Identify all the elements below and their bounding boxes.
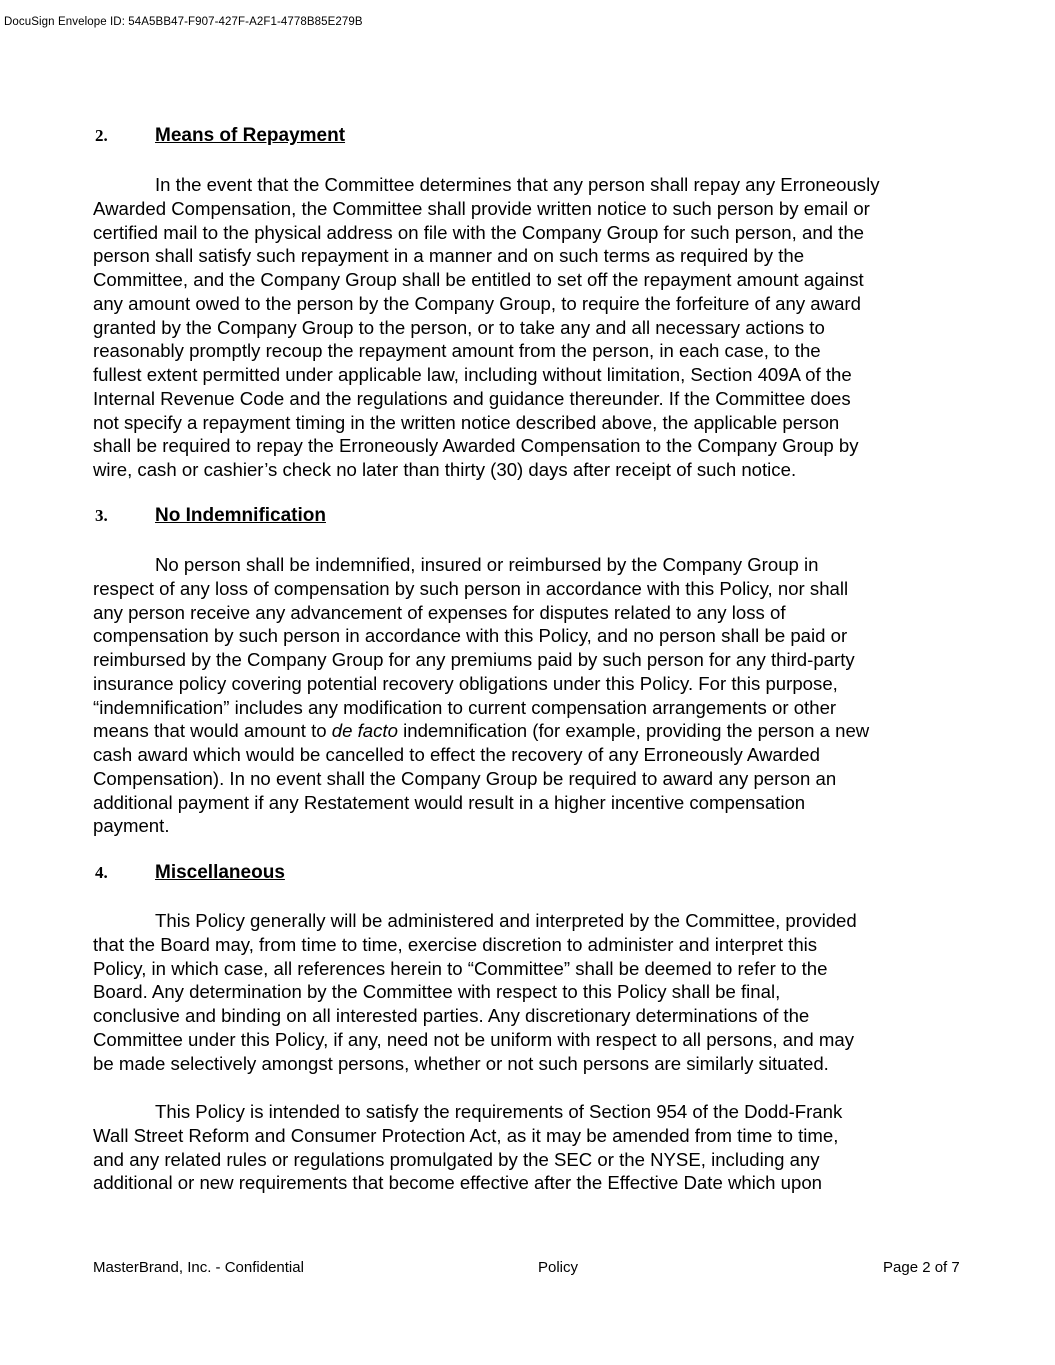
text-line: This Policy is intended to satisfy the requirements of Section 954 of the Dodd-Frank (155, 1101, 843, 1122)
text-line: cash award which would be cancelled to effect the recovery of any Erroneously Awarded (93, 744, 820, 765)
text-line: Awarded Compensation, the Committee shall provide written notice to such person by email or (93, 197, 870, 219)
paragraph (93, 1100, 973, 1195)
text-line: be made selectively amongst persons, whether or not such persons are similarly situated. (93, 1052, 829, 1074)
text-line: Committee under this Policy, if any, need not be uniform with respect to all persons, and may (93, 1028, 854, 1050)
footer-page-number: Page 2 of 7 (883, 1259, 960, 1276)
text-line: granted by the Company Group to the person, or to take any and all necessary actions to (93, 316, 825, 338)
text-line: reimbursed by the Company Group for any premiums paid by such person for any third-party (93, 649, 855, 670)
text-line: insurance policy covering potential recovery obligations under this Policy. For this purpose, (93, 672, 838, 694)
text-line: Policy, in which case, all references herein to “Committee” shall be deemed to refer to the (93, 957, 828, 979)
text-line: additional payment if any Restatement would result in a higher incentive compensation (93, 791, 806, 813)
text-line: Internal Revenue Code and the regulations and guidance thereunder. If the Committee does (93, 387, 851, 409)
text-line: Wall Street Reform and Consumer Protection Act, as it may be amended from time to time, (93, 1124, 839, 1146)
text-line: “indemnification” includes any modification to current compensation arrangements or other (93, 696, 837, 718)
section-number: 2. (95, 126, 108, 145)
text-line: No person shall be indemnified, insured or reimbursed by the Company Group in (155, 554, 819, 575)
text-line: any amount owed to the person by the Company Group, to require the forfeiture of any award (93, 292, 861, 314)
text-line: Committee, and the Company Group shall be entitled to set off the repayment amount against (93, 269, 864, 290)
text-line: Board. Any determination by the Committee with respect to this Policy shall be final, (93, 981, 781, 1003)
footer-center: Policy (538, 1259, 579, 1276)
text-line (93, 719, 973, 743)
text-line: additional or new requirements that become effective after the Effective Date which upon (93, 1172, 823, 1194)
envelope-id: DocuSign Envelope ID: 54A5BB47-F907-427F-A2F1-4778B85E279B (4, 16, 363, 28)
section-number: 3. (95, 506, 108, 525)
text-line: payment. (93, 815, 170, 837)
paragraph (93, 909, 973, 1075)
paragraph (93, 173, 973, 482)
section-title: Means of Repayment (155, 125, 346, 146)
text-line: This Policy generally will be administered and interpreted by the Committee, provided (155, 910, 857, 931)
text-line: wire, cash or cashier’s check no later than thirty (30) days after receipt of such notice. (93, 459, 797, 480)
text-line: that the Board may, from time to time, exercise discretion to administer and interpret this (93, 933, 818, 955)
text-line: fullest extent permitted under applicable law, including without limitation, Section 409A of the (93, 364, 852, 385)
paragraph (93, 553, 973, 838)
text-line: respect of any loss of compensation by such person in accordance with this Policy, nor shall (93, 577, 849, 599)
footer-left: MasterBrand, Inc. - Confidential (93, 1259, 304, 1276)
text-line: reasonably promptly recoup the repayment amount from the person, in each case, to the (93, 340, 821, 362)
text-line: compensation by such person in accordance with this Policy, and no person shall be paid or (93, 625, 848, 647)
section-title: Miscellaneous (155, 862, 285, 883)
section-title: No Indemnification (155, 505, 326, 526)
text-line: conclusive and binding on all interested parties. Any discretionary determinations of the (93, 1005, 810, 1026)
text-line: person shall satisfy such repayment in a manner and on such terms as required by the (93, 245, 805, 267)
text-line: and any related rules or regulations promulgated by the SEC or the NYSE, including any (93, 1148, 820, 1170)
text-line: Compensation). In no event shall the Company Group be required to award any person an (93, 767, 837, 789)
text-line: any person receive any advancement of expenses for disputes related to any loss of (93, 601, 786, 623)
section-number: 4. (95, 863, 108, 882)
text-line: not specify a repayment timing in the written notice described above, the applicable person (93, 411, 840, 433)
text-line: shall be required to repay the Erroneously Awarded Compensation to the Company Group by (93, 435, 859, 457)
text-segment: means that would amount to (93, 720, 332, 742)
text-line: In the event that the Committee determines that any person shall repay any Erroneously (155, 174, 880, 195)
text-line: certified mail to the physical address on file with the Company Group for such person, and the (93, 221, 865, 243)
italic-phrase: de facto (331, 720, 398, 742)
text-segment: indemnification (for example, providing the person a new (397, 720, 870, 742)
